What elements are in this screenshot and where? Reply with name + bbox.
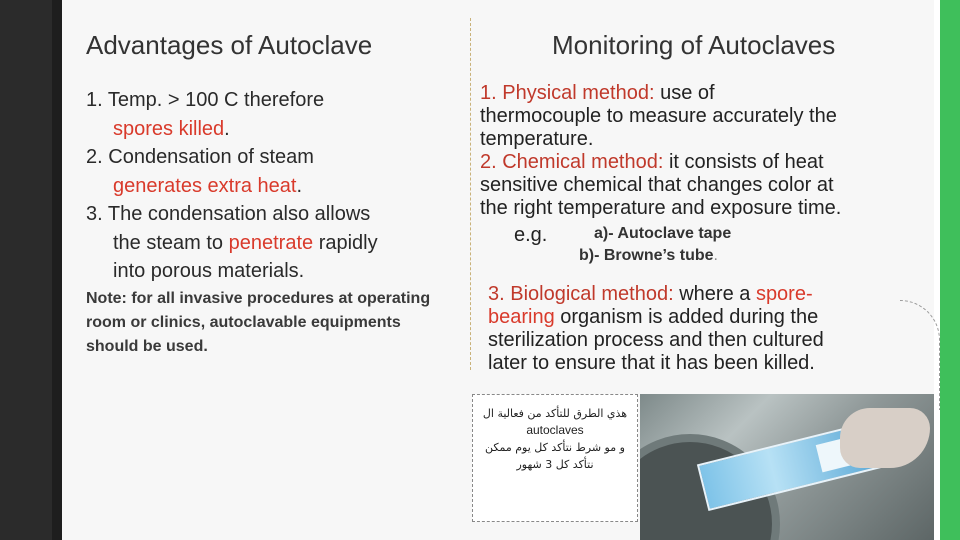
physical-method: 1. Physical method: use of [480, 82, 715, 104]
advantages-title: Advantages of Autoclave [86, 30, 373, 60]
highlight-text: penetrate [228, 231, 314, 254]
advantage-item-3: 3. The condensation also allows the steam to penetrate rapidly into porous materials. [86, 203, 378, 282]
example-brownes-tube: b)- Browne’s tube. [579, 247, 718, 264]
advantages-list [86, 86, 446, 286]
example-label: e.g. [514, 224, 548, 246]
advantage-item-2: 2. Condensation of steam generates extra heat. [86, 146, 314, 197]
monitoring-methods: 1. Physical method: use of thermocouple to measure accurately the temperature. 2. Chemical method: it consists of heat sensitive chemical that changes color at the right temperature and exposure time. [480, 82, 920, 220]
right-decorative-band [934, 0, 960, 540]
column-divider [470, 18, 471, 370]
chemical-method: 2. Chemical method: it consists of heat [480, 151, 824, 173]
autoclave-pouch-photo [640, 394, 934, 540]
monitoring-title: Monitoring of Autoclaves [552, 30, 836, 60]
note-text: Note: for all invasive procedures at operating room or clinics, autoclavable equipments should be used. [86, 290, 431, 355]
arabic-callout-box: هذي الطرق للتأكد من فعالية ال autoclaves و مو شرط نتأكد كل يوم ممكن نتأكد كل 3 شهور [472, 394, 638, 522]
highlight-text: spores killed [113, 117, 225, 140]
advantage-item-1: 1. Temp. > 100 C therefore spores killed. [86, 89, 325, 140]
hand-image [840, 408, 930, 468]
example-autoclave-tape: a)- Autoclave tape [594, 225, 732, 242]
left-decorative-band [0, 0, 62, 540]
biological-method: 3. Biological method: where a spore- bearing organism is added during the sterilization process and then cultured later to ensure that it has been killed. [488, 283, 824, 374]
highlight-text: generates extra heat [113, 174, 297, 197]
